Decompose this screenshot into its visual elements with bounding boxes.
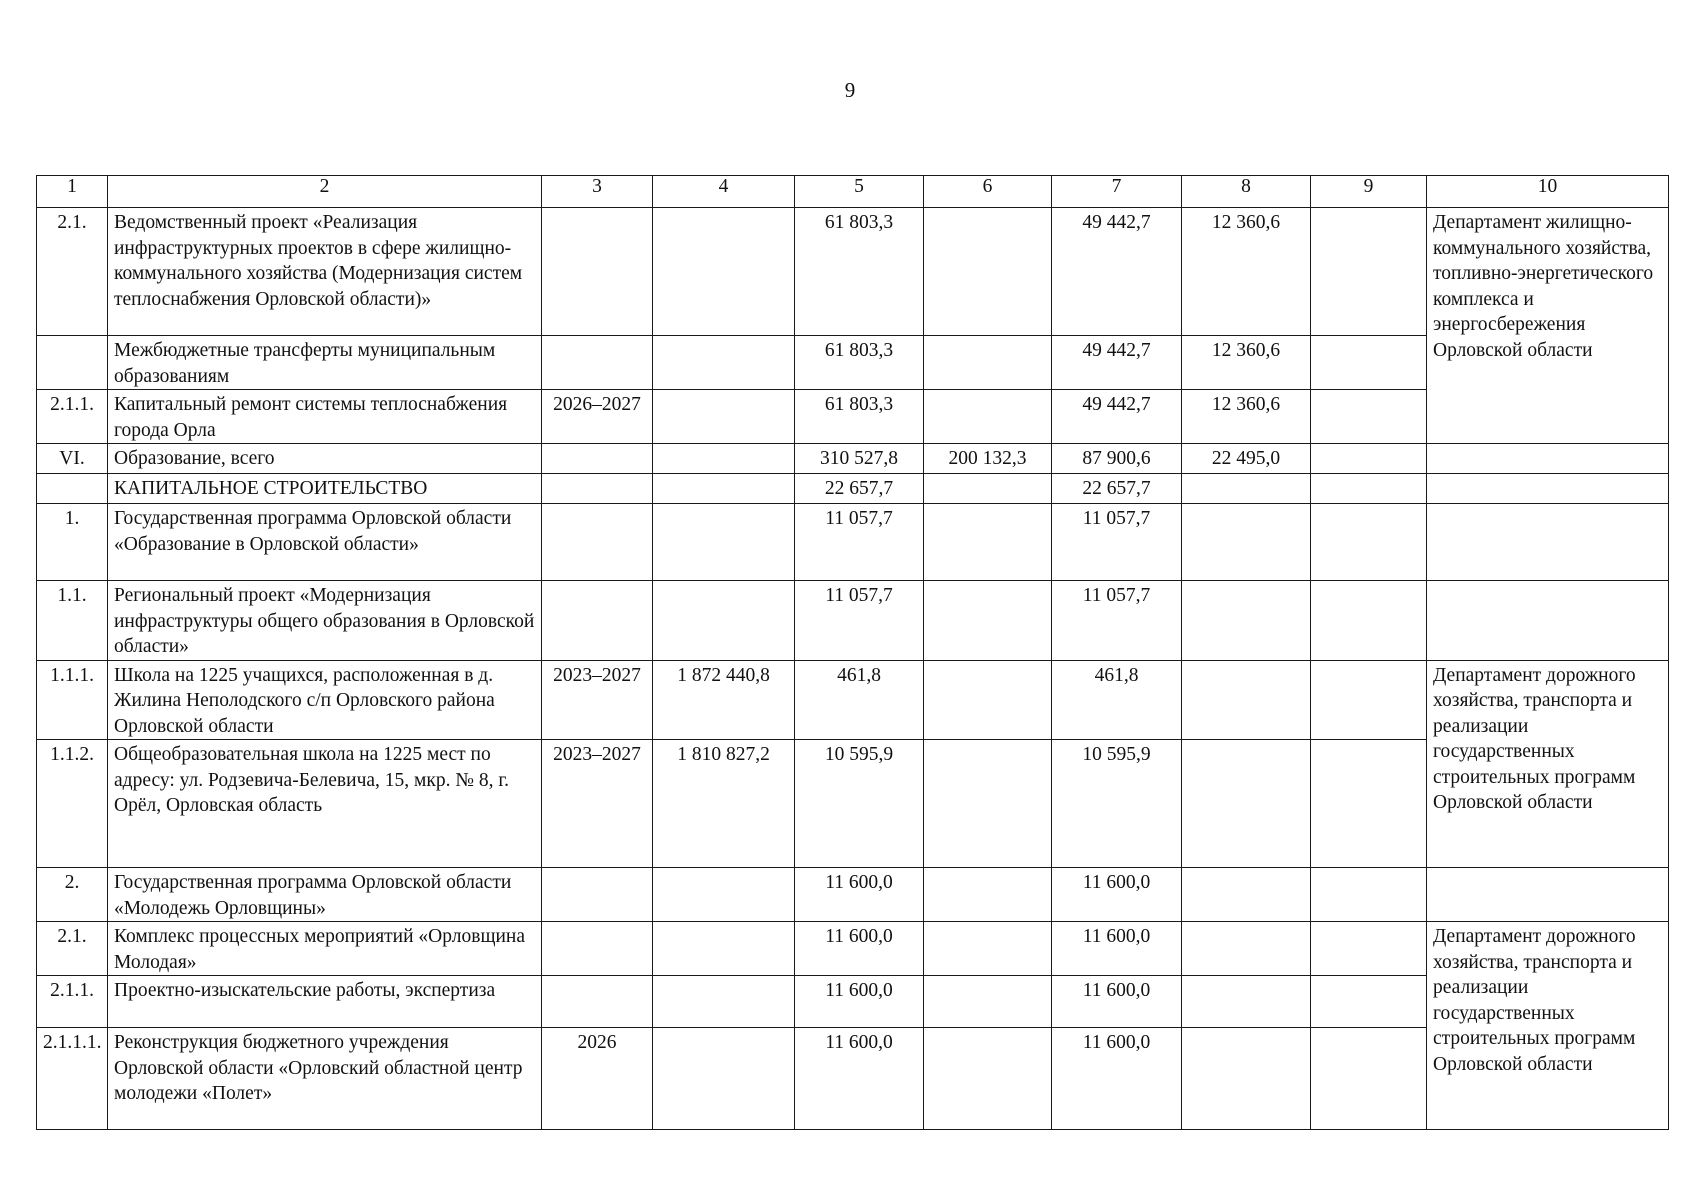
row-number: 1.1. (37, 581, 108, 661)
column-header: 4 (653, 176, 795, 208)
regional-cell: 87 900,6 (1052, 444, 1182, 474)
item-name: КАПИТАЛЬНОЕ СТРОИТЕЛЬСТВО (108, 474, 542, 504)
budget-table (36, 175, 1669, 1130)
responsible-department: Департамент дорожного хозяйства, транспорта и реализации государственных строительных программ Орловской области (1427, 660, 1669, 868)
item-name: Школа на 1225 учащихся, расположенная в д. Жилина Неполодского с/п Орловского района Орловской области (108, 660, 542, 740)
responsible-department (1427, 868, 1669, 922)
table-row (37, 474, 1669, 504)
period-cell: 2023–2027 (542, 660, 653, 740)
row-number (37, 336, 108, 390)
municipal-cell: 12 360,6 (1182, 390, 1311, 444)
item-name: Региональный проект «Модернизация инфраструктуры общего образования в Орловской области» (108, 581, 542, 661)
period-cell (542, 922, 653, 976)
regional-cell: 49 442,7 (1052, 208, 1182, 336)
amount-cell: 10 595,9 (795, 740, 924, 868)
municipal-cell (1182, 581, 1311, 661)
period-cell (542, 581, 653, 661)
federal-cell (924, 1028, 1052, 1130)
federal-cell (924, 208, 1052, 336)
row-number: VI. (37, 444, 108, 474)
item-name: Государственная программа Орловской области «Молодежь Орловщины» (108, 868, 542, 922)
period-cell (542, 976, 653, 1028)
other-cell (1311, 976, 1427, 1028)
row-number: 2. (37, 868, 108, 922)
regional-cell: 11 057,7 (1052, 504, 1182, 581)
amount-cell: 11 600,0 (795, 976, 924, 1028)
amount-cell: 11 600,0 (795, 868, 924, 922)
column-header: 1 (37, 176, 108, 208)
row-number: 2.1.1. (37, 390, 108, 444)
row-number: 2.1.1.1. (37, 1028, 108, 1130)
amount-cell: 461,8 (795, 660, 924, 740)
row-number: 1.1.1. (37, 660, 108, 740)
amount-cell: 61 803,3 (795, 390, 924, 444)
total-cost-cell (653, 976, 795, 1028)
table-row (37, 868, 1669, 922)
page-number: 9 (844, 78, 856, 102)
other-cell (1311, 1028, 1427, 1130)
column-header: 5 (795, 176, 924, 208)
other-cell (1311, 208, 1427, 336)
item-name: Ведомственный проект «Реализация инфраструктурных проектов в сфере жилищно-коммунального хозяйства (Модернизация систем теплоснабжения Орловской области)» (108, 208, 542, 336)
other-cell (1311, 336, 1427, 390)
amount-cell: 61 803,3 (795, 208, 924, 336)
row-number: 2.1.1. (37, 976, 108, 1028)
table-row (37, 336, 1669, 390)
municipal-cell (1182, 1028, 1311, 1130)
row-number (37, 474, 108, 504)
responsible-department (1427, 504, 1669, 581)
item-name: Проектно-изыскательские работы, экспертиза (108, 976, 542, 1028)
row-number: 1.1.2. (37, 740, 108, 868)
column-header: 10 (1427, 176, 1669, 208)
regional-cell: 11 600,0 (1052, 1028, 1182, 1130)
period-cell: 2026–2027 (542, 390, 653, 444)
other-cell (1311, 660, 1427, 740)
total-cost-cell: 1 810 827,2 (653, 740, 795, 868)
total-cost-cell (653, 1028, 795, 1130)
federal-cell (924, 976, 1052, 1028)
municipal-cell (1182, 660, 1311, 740)
period-cell: 2023–2027 (542, 740, 653, 868)
responsible-department: Департамент дорожного хозяйства, транспорта и реализации государственных строительных программ Орловской области (1427, 922, 1669, 1130)
amount-cell: 11 600,0 (795, 922, 924, 976)
municipal-cell (1182, 976, 1311, 1028)
table-row (37, 740, 1669, 868)
item-name: Образование, всего (108, 444, 542, 474)
municipal-cell: 12 360,6 (1182, 208, 1311, 336)
table-row (37, 504, 1669, 581)
period-cell (542, 474, 653, 504)
amount-cell: 11 600,0 (795, 1028, 924, 1130)
total-cost-cell (653, 444, 795, 474)
total-cost-cell (653, 390, 795, 444)
regional-cell: 11 600,0 (1052, 868, 1182, 922)
column-header: 8 (1182, 176, 1311, 208)
table-row (37, 581, 1669, 661)
total-cost-cell (653, 504, 795, 581)
column-header: 6 (924, 176, 1052, 208)
federal-cell (924, 504, 1052, 581)
table-row (37, 976, 1669, 1028)
row-number: 2.1. (37, 922, 108, 976)
item-name: Реконструкция бюджетного учреждения Орловской области «Орловский областной центр молодежи «Полет» (108, 1028, 542, 1130)
regional-cell: 10 595,9 (1052, 740, 1182, 868)
item-name: Комплекс процессных мероприятий «Орловщина Молодая» (108, 922, 542, 976)
total-cost-cell (653, 336, 795, 390)
table-row (37, 1028, 1669, 1130)
period-cell (542, 868, 653, 922)
period-cell (542, 444, 653, 474)
period-cell: 2026 (542, 1028, 653, 1130)
federal-cell: 200 132,3 (924, 444, 1052, 474)
period-cell (542, 336, 653, 390)
column-header: 7 (1052, 176, 1182, 208)
federal-cell (924, 336, 1052, 390)
regional-cell: 11 057,7 (1052, 581, 1182, 661)
period-cell (542, 504, 653, 581)
municipal-cell: 12 360,6 (1182, 336, 1311, 390)
other-cell (1311, 922, 1427, 976)
other-cell (1311, 504, 1427, 581)
item-name: Капитальный ремонт системы теплоснабжения города Орла (108, 390, 542, 444)
other-cell (1311, 740, 1427, 868)
table-row (37, 444, 1669, 474)
regional-cell: 11 600,0 (1052, 976, 1182, 1028)
federal-cell (924, 660, 1052, 740)
table-row (37, 660, 1669, 740)
municipal-cell: 22 495,0 (1182, 444, 1311, 474)
municipal-cell (1182, 868, 1311, 922)
regional-cell: 22 657,7 (1052, 474, 1182, 504)
total-cost-cell: 1 872 440,8 (653, 660, 795, 740)
regional-cell: 49 442,7 (1052, 390, 1182, 444)
federal-cell (924, 581, 1052, 661)
table-row (37, 208, 1669, 336)
municipal-cell (1182, 504, 1311, 581)
table-row (37, 390, 1669, 444)
responsible-department (1427, 474, 1669, 504)
responsible-department (1427, 581, 1669, 661)
period-cell (542, 208, 653, 336)
federal-cell (924, 922, 1052, 976)
column-header: 3 (542, 176, 653, 208)
federal-cell (924, 474, 1052, 504)
item-name: Межбюджетные трансферты муниципальным образованиям (108, 336, 542, 390)
municipal-cell (1182, 474, 1311, 504)
amount-cell: 61 803,3 (795, 336, 924, 390)
total-cost-cell (653, 922, 795, 976)
regional-cell: 11 600,0 (1052, 922, 1182, 976)
responsible-department: Департамент жилищно-коммунального хозяйства, топливно-энергетического комплекса и энергосбережения Орловской области (1427, 208, 1669, 444)
amount-cell: 310 527,8 (795, 444, 924, 474)
column-header: 2 (108, 176, 542, 208)
total-cost-cell (653, 581, 795, 661)
other-cell (1311, 390, 1427, 444)
federal-cell (924, 390, 1052, 444)
column-number-row (37, 176, 1669, 208)
responsible-department (1427, 444, 1669, 474)
item-name: Общеобразовательная школа на 1225 мест по адресу: ул. Родзевича-Белевича, 15, мкр. № 8, г. Орёл, Орловская область (108, 740, 542, 868)
amount-cell: 11 057,7 (795, 581, 924, 661)
municipal-cell (1182, 922, 1311, 976)
regional-cell: 461,8 (1052, 660, 1182, 740)
row-number: 1. (37, 504, 108, 581)
other-cell (1311, 868, 1427, 922)
federal-cell (924, 868, 1052, 922)
item-name: Государственная программа Орловской области «Образование в Орловской области» (108, 504, 542, 581)
column-header: 9 (1311, 176, 1427, 208)
total-cost-cell (653, 474, 795, 504)
table-row (37, 922, 1669, 976)
amount-cell: 11 057,7 (795, 504, 924, 581)
row-number: 2.1. (37, 208, 108, 336)
amount-cell: 22 657,7 (795, 474, 924, 504)
municipal-cell (1182, 740, 1311, 868)
other-cell (1311, 581, 1427, 661)
total-cost-cell (653, 868, 795, 922)
other-cell (1311, 474, 1427, 504)
regional-cell: 49 442,7 (1052, 336, 1182, 390)
other-cell (1311, 444, 1427, 474)
federal-cell (924, 740, 1052, 868)
total-cost-cell (653, 208, 795, 336)
